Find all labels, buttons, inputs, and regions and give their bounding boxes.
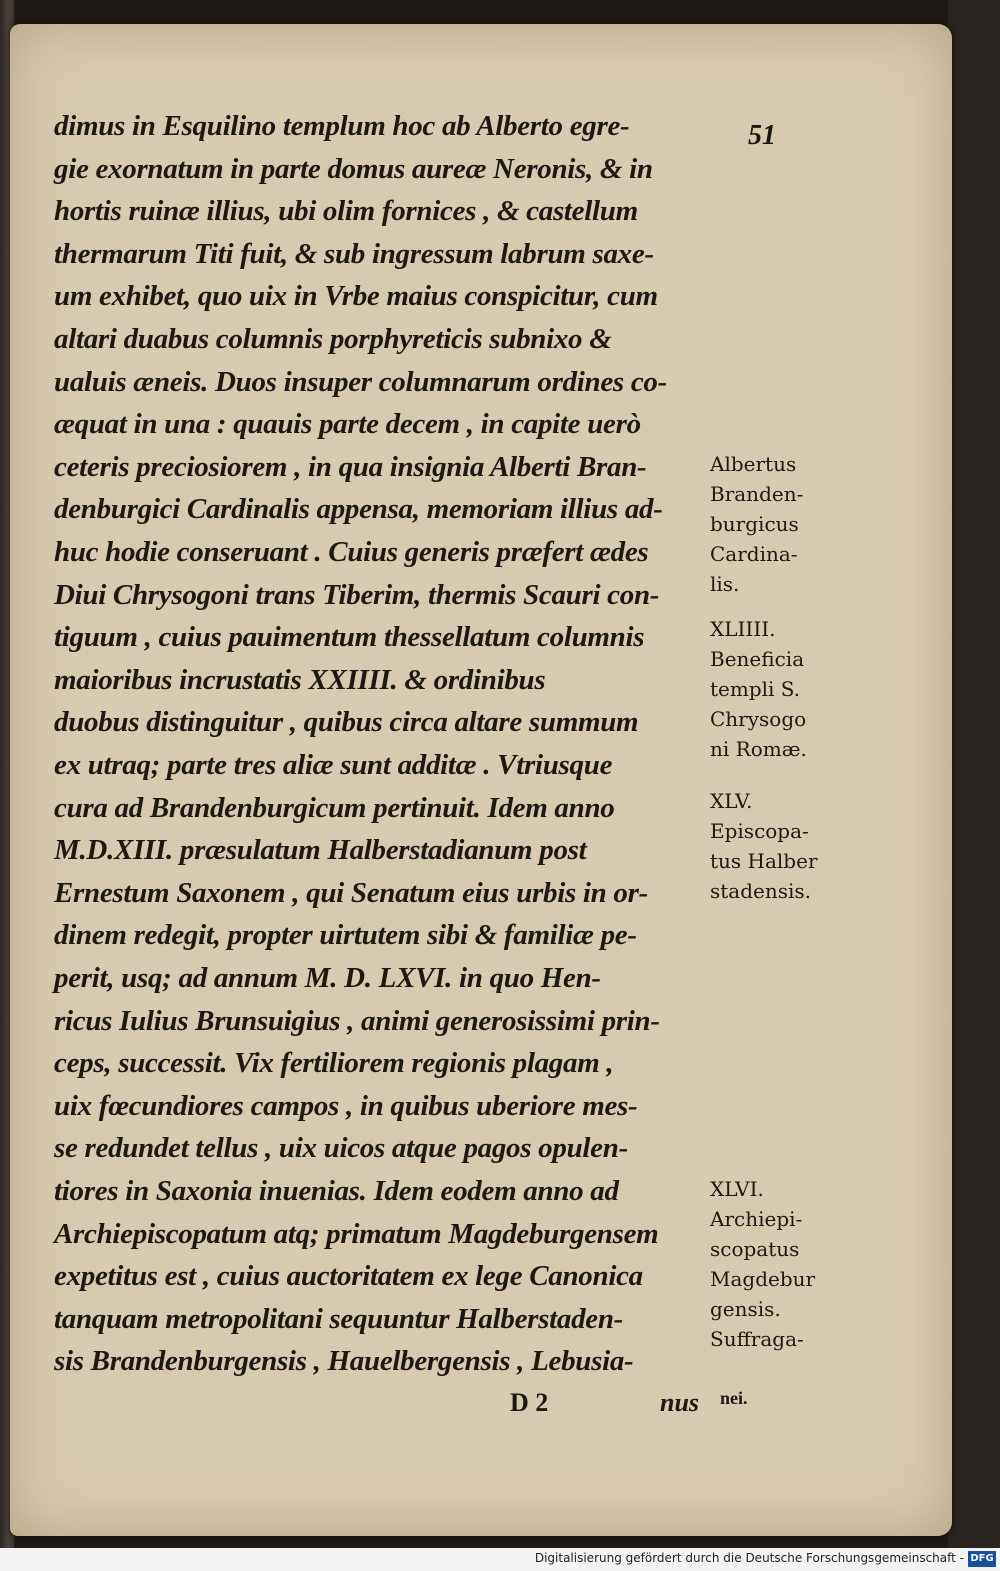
text-line: uix fœcundiores campos , in quibus uberiore mes-	[54, 1089, 638, 1122]
margin-note-archiepiscopatus	[710, 1174, 860, 1354]
text-line: ualuis æneis. Duos insuper columnarum ordines co-	[54, 365, 667, 398]
margin-note-albertus	[710, 449, 860, 599]
text-line: ceteris preciosiorem , in qua insignia Alberti Bran-	[54, 450, 647, 483]
text-line: Diui Chrysogoni trans Tiberim, thermis Scauri con-	[54, 578, 660, 611]
margin-note-line: XLVI.	[710, 1177, 764, 1201]
margin-note-line: templi S.	[710, 677, 801, 701]
margin-note-line: Magdebur	[710, 1267, 816, 1291]
margin-note-line: Episcopa-	[710, 819, 809, 843]
text-line: se redundet tellus , uix uicos atque pagos opulen-	[54, 1132, 628, 1165]
text-line: M.D.XIII. præsulatum Halberstadianum post	[54, 834, 587, 867]
text-line: Ernestum Saxonem , qui Senatum eius urbis in or-	[54, 876, 648, 909]
margin-note-line: Chrysogo	[710, 707, 807, 731]
page-number: 51	[748, 120, 776, 151]
margin-note-line: gensis.	[710, 1297, 781, 1321]
margin-note-line: Suffraga-	[710, 1327, 804, 1351]
margin-note-line: Cardina-	[710, 542, 798, 566]
margin-note-line: ni Romæ.	[710, 737, 807, 761]
text-line: tiores in Saxonia inuenias. Idem eodem anno ad	[54, 1175, 619, 1207]
book-page	[10, 24, 952, 1536]
margin-note-line: scopatus	[710, 1237, 800, 1261]
margin-note-line: stadensis.	[710, 879, 812, 903]
text-line: thermarum Titi fuit, & sub ingressum labrum saxe-	[54, 237, 654, 270]
text-line: denburgici Cardinalis appensa, memoriam illius ad-	[54, 493, 663, 526]
margin-note-line: Archiepi-	[710, 1207, 803, 1231]
text-line: huc hodie conseruant . Cuius generis præfert ædes	[54, 536, 649, 568]
text-line: dimus in Esquilino templum hoc ab Alberto egre-	[54, 110, 630, 142]
text-line: æquat in una : quauis parte decem , in capite uerò	[54, 408, 641, 441]
text-line: dinem redegit, propter uirtutem sibi & familiæ pe-	[54, 919, 637, 952]
margin-note-line: Albertus	[710, 452, 797, 476]
text-line: tanquam metropolitani sequuntur Halberstaden-	[54, 1302, 624, 1335]
margin-note-episcopatus	[710, 786, 860, 906]
funding-credit: Digitalisierung gefördert durch die Deutsche Forschungsgemeinschaft -	[534, 1551, 964, 1565]
text-line: duobus distinguitur , quibus circa altare summum	[54, 706, 639, 739]
margin-note-line: tus Halber	[710, 849, 818, 873]
margin-note-beneficia	[710, 614, 860, 764]
text-line: perit, usq; ad annum M. D. LXVI. in quo Hen-	[54, 962, 601, 994]
catchword: nus	[660, 1388, 700, 1417]
margin-note-line: XLV.	[710, 789, 753, 813]
text-line: sis Brandenburgensis , Hauelbergensis , Lebusia-	[54, 1345, 634, 1378]
margin-note-line: burgicus	[710, 512, 799, 536]
text-line: Archiepiscopatum atq; primatum Magdeburgensem	[54, 1217, 659, 1250]
dfg-logo: DFG	[968, 1551, 996, 1567]
text-line: um exhibet, quo uix in Vrbe maius conspicitur, cum	[54, 280, 658, 313]
text-line: maioribus incrustatis XXIIII. & ordinibus	[54, 663, 546, 696]
text-line: tiguum , cuius pauimentum thessellatum columnis	[54, 621, 645, 654]
scan-background	[948, 0, 1000, 1571]
margin-note-line: Branden-	[710, 482, 804, 506]
margin-note-line: Beneficia	[710, 647, 805, 671]
text-line: ceps, successit. Vix fertiliorem regionis plagam ,	[54, 1047, 614, 1080]
text-line: cura ad Brandenburgicum pertinuit. Idem anno	[54, 791, 615, 824]
margin-note-line: XLIIII.	[710, 617, 776, 641]
margin-note-line: lis.	[710, 572, 740, 596]
signature-mark: D 2	[510, 1388, 549, 1417]
text-line: ex utraq; parte tres aliæ sunt additæ . Vtriusque	[54, 749, 613, 781]
catchword-margin: nei.	[720, 1388, 748, 1408]
footer-bar	[0, 1548, 1000, 1571]
text-line: ricus Iulius Brunsuigius , animi generosissimi prin-	[54, 1004, 660, 1037]
text-line: expetitus est , cuius auctoritatem ex lege Canonica	[54, 1260, 643, 1293]
text-line: hortis ruinæ illius, ubi olim fornices , & castellum	[54, 195, 638, 228]
text-line: gie exornatum in parte domus aureæ Neronis, & in	[54, 152, 653, 185]
text-line: altari duabus columnis porphyreticis subnixo &	[54, 323, 612, 355]
